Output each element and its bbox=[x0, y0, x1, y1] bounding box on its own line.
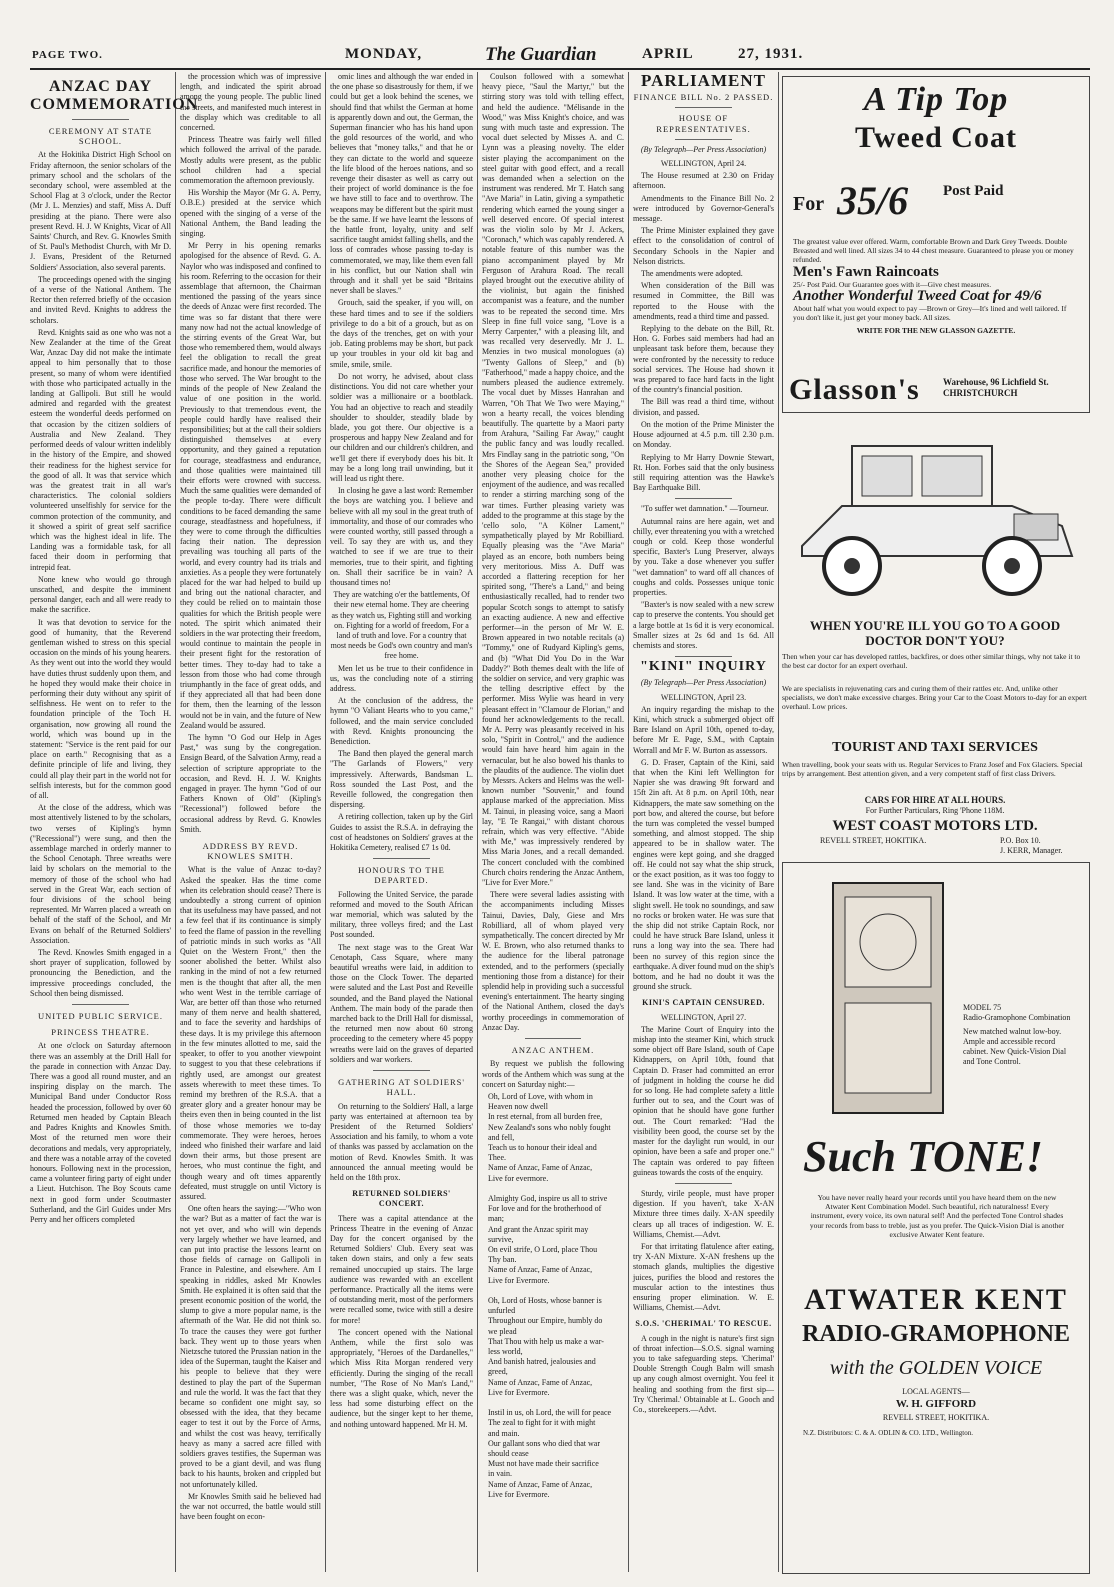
verse-line: in vain. bbox=[488, 1469, 512, 1479]
page-number: PAGE TWO. bbox=[32, 49, 103, 61]
paragraph: What is the value of Anzac to-day? Asked the speaker. Has the time come when its celebration should cease? There is undoubtedly a strong current of opinion that its usefulness may have passed, and not a few feel that if its continuance is simply to feed the flame of passion in the revelling of patriotic minds in such works as "All Quiet on the Western Front," then the sooner abolished the better. Whilst also ranking in the mind of not a few returned men is the thought that after all, the men who went West in the terrible carriage of War, are better off than those who returned many of them nerve and health shattered, and to face the severity and hardships of these days. It is my privilege this afternoon in the few minutes allotted to me, said the speaker, to offer to you another viewpoint to suggest to you that these celebrations if rightly used, are amongst our greatest assets wherewith to meet these times. To remind my brethren of the R.S.A. that a greater glory and a greater honour may be theirs even then in being counted in the list of those whose memories we to-day commemorate. They were heroes, heroes indeed who finished their warfare and laid down their arms, but those present are heroes, who must continue the fight, and though weary and oft times apparently defeated, must struggle on until Victory is assured. bbox=[180, 865, 321, 1201]
paragraph: At the Hokitika District High School on Friday afternoon, the senior scholars of the primary school and the scholars of the secondary school, were assembled at the School Flag at 3 o'clock, under the Rector (Mr J. L. Menzies) and staff, Miss A. Duff presiding at the piano. There were also present Revd. H. J. W Knights, Vicar of All Saints' Church, and Rev. G. Knowles Smith of St. Paul's Methodist Church, with Mr D. J. Evans, President of the Returned Soldiers' Association, also several parents. bbox=[30, 150, 171, 272]
advertisement-paragraph: For that irritating flatulence after eating, try X-AN Mixture. X-AN freshens up the stomach glands, multiplies the digestive juices, purifies the blood and restores the muscular action to the intestines thus ensuring proper elimination. W. E. Williams, Chemist.—Advt. bbox=[633, 1241, 774, 1313]
ad-services-title: TOURIST AND TAXI SERVICES bbox=[832, 740, 1038, 755]
verse-line: unfurled bbox=[488, 1306, 516, 1316]
paragraph: Do not worry, he advised, about class distinctions. You did not care whether your soldier was a millionaire or a bootblack. You had an objective to reach and steadily shoulder to shoulder, steadily blade by blade, you got there. Our objective is a prosperous and happy New Zealand and for our children and our children's children, and we'll get there if everybody does his bit. It may be a long long trail unwinding, but it will lead us right there. bbox=[330, 371, 473, 483]
verse-line: For love and for the brotherhood of bbox=[488, 1204, 602, 1214]
subhead-captain-censured: KINI'S CAPTAIN CENSURED. bbox=[642, 998, 765, 1008]
paragraph: A retiring collection, taken up by the Girl Guides to assist the R.S.A. in defraying the cost of headstones on Soldiers' graves at the Hokitika Cemetery, realised £7 1s 0d. bbox=[330, 812, 473, 853]
verse-line: Throughout our Empire, humbly do bbox=[488, 1316, 603, 1326]
verse-line: Thy ban. bbox=[488, 1255, 517, 1265]
ad-tagline: with the GOLDEN VOICE bbox=[829, 1357, 1043, 1379]
column-rule bbox=[628, 72, 629, 1572]
verse-line: Live for Evermore. bbox=[488, 1275, 550, 1285]
paragraph: the procession which was of impressive length, and indicated the spirit abroad among the young people. The public lined the streets, and manifested much interest in the display which was creditable to all concerned. bbox=[180, 72, 321, 133]
model-name: MODEL 75 bbox=[963, 1003, 1002, 1012]
verse-line: Oh, Lord of Hosts, whose banner is bbox=[488, 1295, 602, 1305]
paragraph: omic lines and although the war ended in the one phase so disastrously for them, if we could but get a look behind the scenes, we should find that whilst the German at home is apparently down and out, the German, the Superman financier who has his hand upon the gold resources of the world, and who believes that "money talks," and that he or they can dictate to the world and squeeze the life blood of the heroes nations, and so revenge their disaster as well as carry out their project of world dominance is the foe we have still to face and to overthrow. The weapons may be different but the spirit must be the same. If we have learnt the lessons of the battle front, loyalty, unity and self sacrifice taught amidst falling shells, and the loss of comrades whose passing to-day is commemorated, we may, like them even fall in his conflict, but our Nation shall win through and it shall yet be said "Britains never shall be slaves." bbox=[330, 72, 473, 296]
paragraph: An inquiry regarding the mishap to the Kini, which struck a submerged object off Bare Island on April 10th, opened to-day, before Mr E. Page, S.M., with Captain Worrall and Mr F. W. Burton as assessors. bbox=[633, 704, 774, 755]
ad-paragraph: Then when your car has developed rattles, backfires, or does other similar things, why not take it to the best car doctor for an expert overhaul. bbox=[782, 652, 1081, 671]
paragraph: The Marine Court of Enquiry into the mishap into the steamer Kini, which struck some object off Bare Island, south of Cape Kidnappers, on April 10th, found that Captain D. Fraser had committed an error of judgment in holding the course he did for so long. He had complete safety a little further out to sea, and the Court was of opinion that he should have gone further out. The Court remarked: "Had the visibility been good, the course set by the master for the daylight run would, in our opinion, have been a safe and proper one." The captain was ordered to pay fifteen guineas towards the costs of the enquiry. bbox=[633, 1024, 774, 1177]
paragraph: At the conclusion of the address, the hymn "O Valiant Hearts who to you came," followed, and the main service concluded with Revd. Knights pronouncing the Benediction. bbox=[330, 696, 473, 746]
divider bbox=[675, 139, 731, 140]
paragraph: Men let us be true to their confidence in us, was the concluding note of a stirring address. bbox=[330, 663, 473, 693]
price-row bbox=[793, 177, 1079, 229]
ad-agents-label: LOCAL AGENTS— bbox=[902, 1387, 970, 1396]
dateline: WELLINGTON, April 24. bbox=[660, 159, 747, 169]
paragraph: Revd. Knights said as one who was not a New Zealander at the time of the Great War, Anzac Day did not make the intimate appeal to him personally that to those present, so many of whom were identified with those who participated actually in the landing at Gallipoli. But still he would admired and regarded with the greatest esteem the wonderful deeds performed on that occasion by the citizen soldiers of Australia and New Zealand. They performed deeds of valour written indelibly in the history of the Empire, and showed their readiness for the highest service for the good of all. It was that service which was the greatest trait in all war's characteristics. The colonial soldiers volunteered unselfishly for service for the common protection of the community, and it showed a spirit of great self sacrifice which was the highest ideal in life. The Landing was a formidable task, for all faced their doom in performing that intrepid feat. bbox=[30, 327, 171, 572]
verse-line: less world, bbox=[488, 1346, 523, 1356]
verse-line: Thee. bbox=[488, 1153, 506, 1163]
ad-title: Tweed Coat bbox=[855, 121, 1017, 154]
verse-line: Teach us to honour their ideal and bbox=[488, 1142, 597, 1152]
verse-line: Name of Anzac, Fame of Anzac, bbox=[488, 1265, 593, 1275]
divider bbox=[373, 1070, 430, 1071]
divider bbox=[373, 858, 430, 859]
column-5 bbox=[633, 72, 774, 1572]
column-4 bbox=[482, 72, 624, 1572]
headline-anzac-day: ANZAC DAY COMMEMORATION bbox=[30, 78, 199, 113]
verse-line: And banish hatred, jealousies and bbox=[488, 1357, 596, 1367]
verse-line: Our gallant sons who died that war bbox=[488, 1438, 600, 1448]
subhead-princess-theatre: PRINCESS THEATRE. bbox=[51, 1027, 150, 1038]
model-type: Radio-Gramophone Combination bbox=[963, 1013, 1071, 1022]
paragraph: The Revd. Knowles Smith engaged in a short prayer of supplication, followed by pronouncing the Benediction, and the impressive proceedings concluded, the School then being dismissed. bbox=[30, 948, 171, 998]
subhead-state-school: CEREMONY AT STATE SCHOOL. bbox=[48, 126, 153, 147]
masthead-day: MONDAY, bbox=[345, 46, 423, 62]
column-rule bbox=[778, 72, 779, 1572]
model-description: New matched walnut low-boy. Ample and accessible record cabinet. New Quick-Vision Dial and Tone Control. bbox=[963, 1027, 1067, 1066]
paragraph: The proceedings opened with the singing of a verse of the National Anthem. The Rector then referred briefly of the occasion and invited Revd. Knights to address the scholars. bbox=[30, 274, 171, 325]
quotation: "To suffer wet damnation." —Tourneur. bbox=[641, 504, 769, 514]
ad-hire: CARS FOR HIRE AT ALL HOURS. bbox=[864, 795, 1006, 805]
paragraph: Coulson followed with a somewhat heavy piece, "Saul the Martyr," but the stirring story was told with telling effect, and held the audience. "Mélisande in the Wood," was Miss Knight's choice, and was sung with much taste and expression. The vocal duet selected by Misses A. and C. Lynn was a pleasing novelty. The elder sister playing the accompaniment on the steel guitar with good effect, and a recall was demanded when a selection on the instrument was rendered. Mr T. Hatch sang "Ave Maria" in Latin, giving a sympathetic rendering which earned the young singer a well deserved encore. Of special interest was the violin solo by Mr J. Ackers, "Coronach," which was capably rendered. A notable feature of this number was the piano accompaniment played by Mr Ferguson of Arahura Road. The recall played brought out the executive ability of the violinist, but again the finished accompanist was a feature, and the number was to be repeated the second time. Mrs Sleep in fine full voice sang, "Love is a Merry Carpenter," with a pleasing lilt, and was recalled very deservedly. Mr J. L. Menzies in two musical monologues (a) "Twenty Gallons of Sleep," and (b) "Fatherhood," made a happy choice, and the numbers pleased the audience extremely. The vocal duet by Misses Hanrahan and Warren, "Oh That We Two were Maying," won a hearty recall, the voices blending beautifully. The quartette by a Maori party from Arahura, "Sailing Far Away," caught the public fancy and was loudly recalled. Mrs Findlay sang in the patriotic song, "On the Shores of the Aegean Sea," provided another very pleasing choice for the enjoyment of the audience, and was recalled to render a stirring marching song of the war times. Further pleasing variety was added to the programme at this stage by the 'cello solo, "A Kölner Lament," sympathetically played by Mr Robilliard. Equally pleasing was the "Ave Maria" played as an encore, both numbers being very meritorious. Miss A. Duff was accorded a flattering reception for her spirited song, "There's a Land," and being enthusiastically recalled, had to render two popular Scotch songs to attempt to satisfy an exacting audience. A new and effective performer—in the person of Mr W. E. Brown appeared in two notable recitals (a) "Tommy," one of Rudyard Kipling's gems, and (b) "What Did You Do in the War Daddy?" Both themes dealt with the life of the soldier on service, and very graphic was the telling descriptive effect by the performer. Miss Wylie was heard in very pleasant effect in "Clamour de Florian," and found her acknowledgements to the recall. Mr A. Perry was pleasantly received in his solo, "Spirit in Control," and the audience would fain have heard him again in the vernacular, but he also bowed his thanks to the plaudits of the audience. The violin duet by Messrs. Ackers and Helms was the well-known number "Souvenir," and found applause marked of the appreciation. Miss M. Tainui, in pleasing voice, sang a Maori lay, "E Te Rangai," with distant chorous refrain, which was very effective. "Abide with Me," was impressively rendered by Miss Maria Jones, and a recall demanded. The concert concluded with the combined Church choirs rendering the Anzac Anthem, "Live for Ever More." bbox=[482, 72, 624, 888]
ad-body bbox=[793, 237, 1079, 338]
paragraph: The amendments were adopted. bbox=[641, 269, 743, 279]
paragraph: The hymn "O God our Help in Ages Past," was sung by the congregation. Ensign Beard, of the Salvation Army, read a selection of scripture appropriate to the occasion, and Revd. H. J. W. Knights engaged in prayer. The hymn "God of our Fathers Known of Old" (Kipling's "Recessional") followed before the occasional address by Revd. G. Knowles Smith. bbox=[180, 733, 321, 834]
ad-another: Another Wonderful Tweed Coat for 49/6 bbox=[793, 288, 1042, 305]
verse-line: survive, bbox=[488, 1234, 514, 1244]
subhead-concert: RETURNED SOLDIERS' CONCERT. bbox=[352, 1189, 451, 1209]
paragraph: There were several ladies assisting with the accompaniments including Misses Tainui, Davies, Daly, Giese and Mrs Robilliard, all of whom played very sympathetically. The concert directed by Mr W. E. Brown, who also returned thanks to the audience for the liberal patronage extended, and to the performers (specially mentioning those from a distance) for their splendid help in providing such a successful evening's entertainment. The hearty singing of the National Anthem, closed the day's worthy proceedings in commemoration of Anzac Day. bbox=[482, 890, 624, 1032]
verse-line: greed, bbox=[488, 1367, 508, 1377]
advertisement-motors bbox=[782, 426, 1088, 726]
ad-write: WRITE FOR THE NEW GLASSON GAZETTE. bbox=[856, 325, 1016, 335]
price: 35/6 bbox=[837, 178, 909, 223]
ad-distributors: N.Z. Distributors: C. & A. ODLIN & CO. LTD., Wellington. bbox=[803, 1429, 973, 1437]
masthead bbox=[30, 46, 1090, 70]
verse-line: Live for Evermore. bbox=[488, 1489, 550, 1499]
verse-line: Name of Anzac, Fame of Anzac, bbox=[488, 1479, 593, 1489]
paragraph: When consideration of the Bill was resumed in Committee, the Bill was reported to the House with the amendments, read a third time and passed. bbox=[633, 281, 774, 321]
press-credit: (By Telegraph—Per Press Association) bbox=[640, 144, 767, 154]
paragraph: At one o'clock on Saturday afternoon there was an assembly at the Drill Hall for the parade in connection with Anzac Day. There was a good all round muster, and an inspiring display on the march. The Municipal Band under Conductor Ross headed the procession, followed by over 60 Returned men headed by Captain Bleach and Padres Knights and Knowles Smith. Most of the returned men wore their decorations and medals, very appropriately, and there was a notable array of the coveted honours. Following next in the procession, came a volunteer firing party of eight under a Lieut. Hutchison. The Boy Scouts came next in good form under Scoutmaster Sutherland, and the Girl Guides under Mrs Perry and her officers completed bbox=[30, 1041, 171, 1224]
car-illustration bbox=[782, 426, 1088, 606]
brand-logo: ATWATER KENT bbox=[804, 1283, 1068, 1316]
ad-spacer bbox=[782, 720, 1088, 721]
paragraph: Grouch, said the speaker, if you will, on these hard times and to see if the soldiers privilege to do a bit of a grouch, but as on the days of the trenches, get on with your job. Eating problems may be short, but pack up your troubles in your old kit bag and smile, smile, smile. bbox=[330, 298, 473, 369]
divider bbox=[675, 107, 731, 108]
verse-line: Oh, Lord of Love, with whom in bbox=[488, 1091, 593, 1101]
subhead-address: ADDRESS BY REVD. KNOWLES SMITH. bbox=[202, 841, 299, 862]
column-rule bbox=[175, 72, 176, 1572]
brand-address bbox=[943, 377, 1049, 399]
verse-line: Live for evermore. bbox=[488, 1173, 549, 1183]
paragraph: The Prime Minister explained they gave effect to the consolidation of control of Secondary Schools in the Napier and Nelson districts. bbox=[633, 226, 774, 266]
advertisement-paragraph: Sturdy, virile people, must have proper digestion. If you haven't, take X-AN Mixture three times daily. X-AN speedily clears up all traces of indigestion. W. E. Williams, Chemist.—Advt. bbox=[633, 1188, 774, 1239]
ad-agent-name: W. H. GIFFORD bbox=[895, 1398, 977, 1410]
paragraph: Amendments to the Finance Bill No. 2 were introduced by Governor-General's message. bbox=[633, 193, 774, 224]
ad-slogan: Such TONE! bbox=[803, 1132, 1044, 1181]
paragraph: Autumnal rains are here again, wet and chilly, ever threatening you with a wretched cough or cold. Keep those wonderful specific, Baxter's Lung Preserver, always by you. Take a dose whenever you suffer "wet damnation" to ward off all chances of coughs and colds. Possesses unique tonic properties. bbox=[633, 516, 774, 597]
verse-line: and fell, bbox=[488, 1132, 515, 1142]
ad-heading: WHEN YOU'RE ILL YOU GO TO A GOOD DOCTOR DON'T YOU? bbox=[809, 618, 1061, 648]
verse-line bbox=[488, 1184, 624, 1194]
paragraph: Replying to Mr Harry Downie Stewart, Rt. Hon. Forbes said that the only business still requiring attention was the Hawke's Bay Earthquake Bill. bbox=[633, 452, 774, 493]
ad-paragraph: About half what you would expect to pay —Brown or Grey—It's lined and well tailored. If you don't like it, just get your money back. All sizes. bbox=[793, 304, 1067, 323]
address-line: CHRISTCHURCH bbox=[943, 388, 1018, 398]
paragraph: One often hears the saying:—"Who won the war? But as a matter of fact the war is not yet over, and who will win depends very largely whether we have learned, and can put into practise the lessons learnt on those fields of carnage on Gallipoli in France in Palestine, and elsewhere. Am I speaking in riddles, asked Mr Knowles Smith. He explained it is often said that the present economic position of the world, the slump to give a more popular name, is the aftermath of the War. He did not think so. To trace the causes they were got further back. They went up to those years when Nietzsche tutored the Prussian nation in the idea of the Superman, taught the Kaiser and his people to believe that they were destined to play the part of the Superman and rule the world. It was the fact that they became so confident one might say, so obsessed with the idea, that they became eager to test it out by the Force of Arms, and whilst the cost was heavy, terrifically heavy as many a sacred acre filled with soldiers graves testifies, the Superman was proved to be a giant devil, and was flung back to his haunts, broken and crippled but not unfortunately killed. bbox=[180, 1204, 321, 1489]
verse-line: Name of Anzac, Fame of Anzac, bbox=[488, 1377, 593, 1387]
verse-line: That Thou with help us make a war- bbox=[488, 1336, 604, 1346]
paragraph: In closing he gave a last word: Remember the boys are watching you. I believe and believe with all my soul in the great truth of immortality, and those of our comrades who were counted worthy, still passed through a veil. To say they are with us, and they watched to see if we are true to their memories, true to their spirit, and fighting on. Shall their sacrifice be in vain? A thousand times no! bbox=[330, 486, 473, 587]
verse-line: Instil in us, oh Lord, the will for peace bbox=[488, 1408, 612, 1418]
paragraph: His Worship the Mayor (Mr G. A. Perry, O.B.E.) presided at the service which opened with the singing of a verse of the National Anthem, the Band leading the singing. bbox=[180, 188, 321, 239]
paragraph: The House resumed at 2.30 on Friday afternoon. bbox=[633, 171, 774, 191]
verse-line: And grant the Anzac spirit may bbox=[488, 1224, 589, 1234]
paragraph: Mr Perry in his opening remarks apologised for the absence of Revd. G. A. Naylor who was indisposed and confined to his room. Referring to the occasion for their assemblage that afternoon, the Chairman mentioned the passing of the years since the deeds of Anzac were first recorded. The time was so far distant that there were many now had not the actual knowledge of the stirring events of the Great War, but those who remembered them, would always feel the obligation to recall the great sacrifice made, and honour the memories of those who served. The War brought to the minds of the people of New Zealand the value of one position in the world. Previously to that tremendous event, the people could hardly have realised their responsibilities; but at the call their soldiers distinguished themselves at every opportunity, and they gained a reputation for courage, steadfastness and endurance, and those qualities were maintained till their efforts were crowned with success. Much the same qualities were demanded of the people to-day. There were difficult conditions to be faced demanding the same courage, steadfastness and hopefulness, if they were to come through the difficulties facing their nation. The depression prevailing was touching all parts of the world, and every country had its trials and anxieties. As a people they were fortunately placed for the war had helped to build up and bring out the national character, and they could be relied on to maintain those qualities for which the British people were noted. The spirit which animated their soldiers in the war protecting their freedom, would continue to maintain the people in their present fight for the restoration of better times. They to-day had to take a lesson from those who had come through triumphantly in the face of great odds, and if they appreciated all that had been done for them, then the learning of the lesson would not be in vain, and the future of New Zealand would be assured. bbox=[180, 241, 321, 730]
verse-line bbox=[488, 1286, 624, 1296]
paragraph: It was that devotion to service for the good of humanity, that the Reverend gentleman wished to stress on this special occasion on the minds of his young hearers. As they went out into the world they would have duties thrust suddenly upon them, and he hoped they would make their choice in performing their duty without any spirit of selfishness. He went on to refer to the foundation principle of the Toch H. organisation, now growing all round the world, which was bound up in the statement: "Service is the rent paid for our place on earth." Recognising that as a definite principle of life and living, they could all play their part in the world not for selfish interests, but for the common good of all. bbox=[30, 617, 171, 800]
divider bbox=[675, 656, 731, 657]
address-line: Warehouse, 96 Lichfield St. bbox=[943, 377, 1049, 387]
dateline: WELLINGTON, April 23. bbox=[660, 692, 747, 702]
ad-po-box: P.O. Box 10. bbox=[1000, 836, 1041, 845]
ad-manager: J. KERR, Manager. bbox=[1000, 846, 1063, 855]
ad-ring: For Further Particulars, Ring 'Phone 118M. bbox=[865, 806, 1005, 815]
divider bbox=[72, 1004, 128, 1005]
paragraph: By request we publish the following words of the Anthem which was sung at the concert on Saturday night:— bbox=[482, 1059, 624, 1089]
verse-line: Heaven now dwell bbox=[488, 1102, 548, 1112]
column-1 bbox=[30, 72, 199, 1572]
verse-line: we plead bbox=[488, 1326, 517, 1336]
divider bbox=[675, 498, 731, 499]
model-info bbox=[963, 1003, 1073, 1067]
column-3 bbox=[330, 72, 473, 1572]
ad-body: You have never really heard your records until you have heard them on the new Atwater Kent Combination Model. Such beautiful, rich naturalness! Every instrument, every voice, its own natural self! And the perfected Tone Control shades your records from bass to treble, just as you prefer. The Quick-Vision Dial is another exclusive Atwater Kent feature. bbox=[809, 1193, 1065, 1239]
verse-line: New Zealand's sons who nobly fought bbox=[488, 1122, 611, 1132]
paragraph: Replying to the debate on the Bill, Rt. Hon. G. Forbes said members had had an unpleasant task before them, because they were confronted by the necessity to reduce social services. The House had shown it was prepared to face hard facts in the light of the country's financial position. bbox=[633, 324, 774, 395]
verse-line: The zeal to fight for it with might bbox=[488, 1418, 596, 1428]
column-2 bbox=[180, 72, 321, 1572]
paragraph: None knew who would go through unscathed, and despite the imminent personal danger, each and all were ready to make the sacrifice. bbox=[30, 574, 171, 615]
radio-cabinet-illustration bbox=[823, 873, 953, 1123]
ad-raincoats: Men's Fawn Raincoats bbox=[793, 263, 939, 280]
ad-paragraph: When travelling, book your seats with us. Regular Services to Franz Josef and Fox Glaciers. Special trips by arrangement. Best attention given, and a very competent staff of first class Drivers. bbox=[782, 760, 1083, 779]
ad-paragraph: 25/- Post Paid. Our Guarantee goes with it—Give chest measures. bbox=[793, 279, 992, 289]
verse-line: Live for Evermore. bbox=[488, 1387, 550, 1397]
ad-title: A Tip Top bbox=[863, 81, 1009, 118]
verse: They are watching o'er the battlements, Of their new eternal home. They are cheering as they watch us, Fighting still and working on. Fighting for a world of freedom, For a land of truth and love. For a country that most needs be God's own country and man's free home. bbox=[330, 590, 473, 661]
subhead-house: HOUSE OF REPRESENTATIVES. bbox=[656, 113, 751, 134]
press-credit: (By Telegraph—Per Press Association) bbox=[640, 678, 767, 688]
column-rule bbox=[325, 72, 326, 1572]
verse-line: should cease bbox=[488, 1449, 529, 1459]
paragraph: Following the United Service, the parade reformed and moved to the South African war memorial, which was saluted by the military, three volleys fired; and the Last Post sounded. bbox=[330, 889, 473, 940]
masthead-month: APRIL bbox=[642, 46, 694, 62]
brand-logo: Glasson's bbox=[789, 373, 920, 406]
advertisement-paragraph: A cough in the night is nature's first sign of throat infection—S.O.S. signal warning you to take safeguarding steps. 'Cherimal' Double Strength Cough Balm will smash up any cough almost overnight. You feel it healing and soothing from the first sip—Try 'Cherimal.' Obtainable at L. Gooch and Co., storekeepers.—Advt. bbox=[633, 1333, 774, 1414]
subhead-gathering: GATHERING AT SOLDIERS' HALL. bbox=[338, 1077, 465, 1098]
paragraph: Princess Theatre was fairly well filled which followed the arrival of the parade. Mostly adults were present, as the public school children had a special commemoration the afternoon previously. bbox=[180, 135, 321, 186]
dateline: WELLINGTON, April 27. bbox=[660, 1012, 747, 1022]
paragraph: On returning to the Soldiers' Hall, a large party was entertained at afternoon tea by President of the Returned Soldiers' Association and his family, to whom a vote of thanks was passed by acclamation on the motion of Revd. Knowles Smith. It was announced the annual meeting would be held on the 18th prox. bbox=[330, 1101, 473, 1182]
verse-line bbox=[488, 1398, 624, 1408]
ad-paragraph: The greatest value ever offered. Warm, comfortable Brown and Dark Grey Tweeds. Double Breasted and well lined. All sizes 34 to 44 chest measure. Guaranteed to please you or money refunded. bbox=[793, 237, 1074, 265]
subhead-finance-bill: FINANCE BILL No. 2 PASSED. bbox=[633, 92, 774, 103]
paragraph: At the close of the address, which was most attentively listened to by the scholars, two verses of Kipling's hymn ("Recessional") were sung, and then the assemblage marched in orderly manner to the School Cenotaph. Three wreaths were laid by scholars on the memorial to the memory of those of the school who had served in the Great War, each section of four divisions of the school being represented. Mr Warren placed a wreath on behalf of the staff of the School, and Mr Evans on behalf of the Returned Soldiers' Association. bbox=[30, 803, 171, 945]
paragraph: The concert opened with the National Anthem, while the first solo was appropriately, "Heroes of the Dardanelles," which Miss Rita Morgan rendered very efficiently. During the singing of the recall number, "The Rose of No Man's Land," there was a slight quake, which, never the less had some disturbing effect on the audience, but the singer kept to her theme, and nothing untoward happened. Mr H. M. bbox=[330, 1327, 473, 1429]
anthem-verses bbox=[482, 1092, 624, 1500]
verse-line: Name of Anzac, Fame of Anzac, bbox=[488, 1163, 593, 1173]
verse-line: On evil strife, O Lord, place Thou bbox=[488, 1244, 598, 1254]
paragraph: The next stage was to the Great War Cenotaph, Cass Square, where many beautiful wreaths were laid, in addition to those on the Clock Tower. The departed were saluted and the Last Post and Reveille sounded, and the Band played the National Anthem. The main body of the parade then marched back to the Drill Hall for dismissal, the returned men now about 60 strong proceeding to the cemetery where 45 poppy wreaths were laid on the graves of departed soldiers and war workers. bbox=[330, 942, 473, 1064]
verse-line: and main. bbox=[488, 1428, 520, 1438]
advertisement-atwater-kent bbox=[782, 862, 1090, 1574]
divider bbox=[72, 119, 128, 120]
ad-paragraph: We are specialists in rejuvenating cars and curing them of their rattles etc. And, unlike other specialists, we don't make excessive charges. Bring your Car to the Coast Motors to-day for an expert overhaul. Low prices. bbox=[782, 684, 1087, 712]
subhead-cherimal: S.O.S. 'CHERIMAL' TO RESCUE. bbox=[635, 1319, 772, 1329]
subhead-anzac-anthem: ANZAC ANTHEM. bbox=[511, 1045, 595, 1056]
paragraph: G. D. Fraser, Captain of the Kini, said that when the Kini left Wellington for Napier she was drawing 9ft forward and 15ft 2in aft. At 8 p.m. on April 10th, near Kidnappers, the mate saw something on the port bow, and altered the course, but before the turn was completed the vessel bumped something, and almost stopped. The ship appeared to be in shallow water. The engines were kept going, and she dragged off. He could not say what the ship struck, or the exact position, as it was too foggy to see land. She was in the vicinity of Bare Island. It was low water at the time, with a slight swell. He took no soundings, and saw no rocks or broken water. He was sure that the ship did not strike Captain Rock, nor could he have struck Bare Island, unless it runs a long way into the sea. There had been no survey of this region since the earthquake. A diver found mud on the ship's bottom, and he had no doubt it was the ground she struck. bbox=[633, 757, 774, 992]
price-postage: Post Paid bbox=[943, 183, 1004, 199]
ad-agent-address: REVELL STREET, HOKITIKA. bbox=[882, 1413, 990, 1422]
ad-company-name: WEST COAST MOTORS LTD. bbox=[832, 818, 1038, 834]
subhead-united-service: UNITED PUBLIC SERVICE. bbox=[38, 1011, 163, 1022]
subhead-honours: HONOURS TO THE DEPARTED. bbox=[358, 865, 445, 886]
verse-line: In rest eternal, from all burden free, bbox=[488, 1112, 603, 1122]
paragraph: "Baxter's is now sealed with a new screw cap to preserve the contents. You should get a large bottle at 1s 6d it is very economical. Smaller sizes at 2s 6d and 1s 6d. All chemists and stores. bbox=[633, 600, 774, 650]
verse-line: man; bbox=[488, 1214, 504, 1224]
divider bbox=[525, 1038, 582, 1039]
headline-parliament: PARLIAMENT bbox=[641, 71, 766, 90]
paragraph: On the motion of the Prime Minister the House adjourned at 4.5 p.m. till 2.30 p.m. on Monday. bbox=[633, 419, 774, 450]
ad-company-address: REVELL STREET, HOKITIKA. bbox=[820, 836, 927, 845]
paragraph: The Band then played the general march "The Garlands of Flowers," very impressively. Afterwards, Bandsman L. Ross sounded the Last Post, and the Reveille followed, the congregation then dispersing. bbox=[330, 749, 473, 810]
verse-line: Almighty God, inspire us all to strive bbox=[488, 1193, 608, 1203]
divider bbox=[675, 1183, 731, 1184]
masthead-date: 27, 1931. bbox=[738, 46, 804, 62]
paragraph: The Bill was read a third time, without division, and passed. bbox=[633, 397, 774, 417]
verse-line: Must not have made their sacrifice bbox=[488, 1459, 599, 1469]
paragraph: There was a capital attendance at the Princess Theatre in the evening of Anzac Day for the concert organised by the Returned Soldiers' Club. Every seat was taken down stairs, and only a few seats remained unoccupied up stairs. The large audience was rewarded with an excellent performance. Practically all the items were of outstanding merit, most of the performers were recalled some, twice with still a desire for more! bbox=[330, 1213, 473, 1325]
advertisement-glasson bbox=[782, 76, 1090, 413]
price-for: For bbox=[793, 193, 825, 215]
paragraph: Mr Knowles Smith said he believed had the war not occurred, the battle would still have been fought on econ- bbox=[180, 1491, 321, 1522]
headline-kini-inquiry: "KINI" INQUIRY bbox=[640, 659, 767, 675]
column-rule bbox=[477, 72, 478, 1572]
ad-product: RADIO-GRAMOPHONE bbox=[802, 1321, 1070, 1347]
newspaper-title: The Guardian bbox=[485, 44, 597, 65]
